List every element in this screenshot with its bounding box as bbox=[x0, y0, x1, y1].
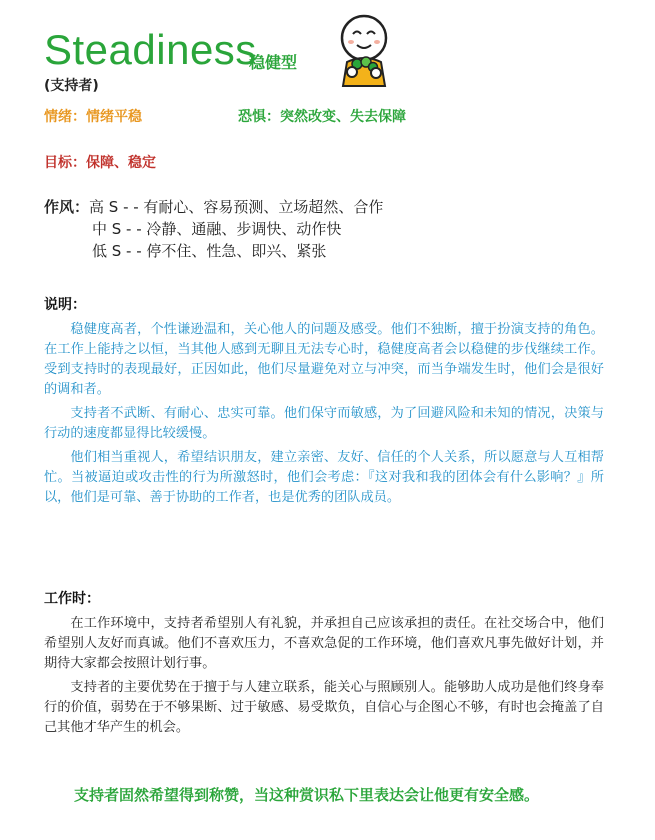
work-paragraph: 支持者的主要优势在于擅于与人建立联系，能关心与照顾别人。能够助人成功是他们终身奉行的价值，弱势在于不够果断、过于敏感、易受欺负，自信心与企图心不够，有时也会掩盖了自己其他才华产生的机会。 bbox=[44, 680, 604, 735]
style-mid-text: 中 S - - 冷静、通融、步调快、动作快 bbox=[92, 220, 342, 238]
emotion-text: 情绪：情绪平稳 bbox=[44, 109, 142, 125]
explanation-paragraph: 稳健度高者，个性谦逊温和，关心他人的问题及感受。他们不独断，擅于扮演支持的角色。在工作上能持之以恒，当其他人感到无聊且无法专心时，稳健度高者会以稳健的步伐继续工作。受到支持时的表现最好，正因如此，他们尽量避免对立与冲突，而当争端发生时，他们会是很好的调和者。 bbox=[44, 322, 604, 397]
explanation-body bbox=[44, 320, 604, 512]
style-row-mid bbox=[44, 218, 383, 240]
goal-text: 目标：保障、稳定 bbox=[44, 155, 156, 171]
work-body bbox=[44, 614, 604, 742]
fear-text: 恐惧：突然改变、失去保障 bbox=[238, 109, 406, 125]
style-block bbox=[44, 196, 383, 262]
title-english: Steadiness bbox=[44, 26, 257, 73]
explanation-paragraph: 他们相当重视人，希望结识朋友，建立亲密、友好、信任的个人关系，所以愿意与人互相帮忙。当被逼迫或攻击性的行为所激怒时，他们会考虑：『这对我和我的团体会有什么影响？』所以，他们是可靠、善于协助的工作者，也是优秀的团队成员。 bbox=[44, 450, 604, 505]
closing-statement: 支持者固然希望得到称赞，当这种赏识私下里表达会让他更有安全感。 bbox=[74, 786, 540, 804]
style-row-low bbox=[44, 240, 383, 262]
style-low-text: 低 S - - 停不住、性急、即兴、紧张 bbox=[92, 242, 327, 260]
explanation-heading: 说明： bbox=[44, 297, 86, 313]
work-heading: 工作时： bbox=[44, 591, 100, 607]
cartoon-face-holding-flowers-icon bbox=[333, 12, 395, 90]
work-paragraph: 在工作环境中，支持者希望别人有礼貌，并承担自己应该承担的责任。在社交场合中，他们希望别人友好而真诚。他们不喜欢压力，不喜欢急促的工作环境，他们喜欢凡事先做好计划，并期待大家都会按照计划行事。 bbox=[44, 616, 604, 671]
title-chinese: 稳健型 bbox=[249, 53, 298, 72]
subtitle: (支持者) bbox=[44, 78, 99, 94]
explanation-paragraph: 支持者不武断、有耐心、忠实可靠。他们保守而敏感，为了回避风险和未知的情况，决策与行动的速度都显得比较缓慢。 bbox=[44, 406, 604, 441]
style-row-high bbox=[44, 196, 383, 218]
style-high-text: 高 S - - 有耐心、容易预测、立场超然、合作 bbox=[89, 198, 384, 216]
style-label: 作风： bbox=[44, 198, 90, 216]
